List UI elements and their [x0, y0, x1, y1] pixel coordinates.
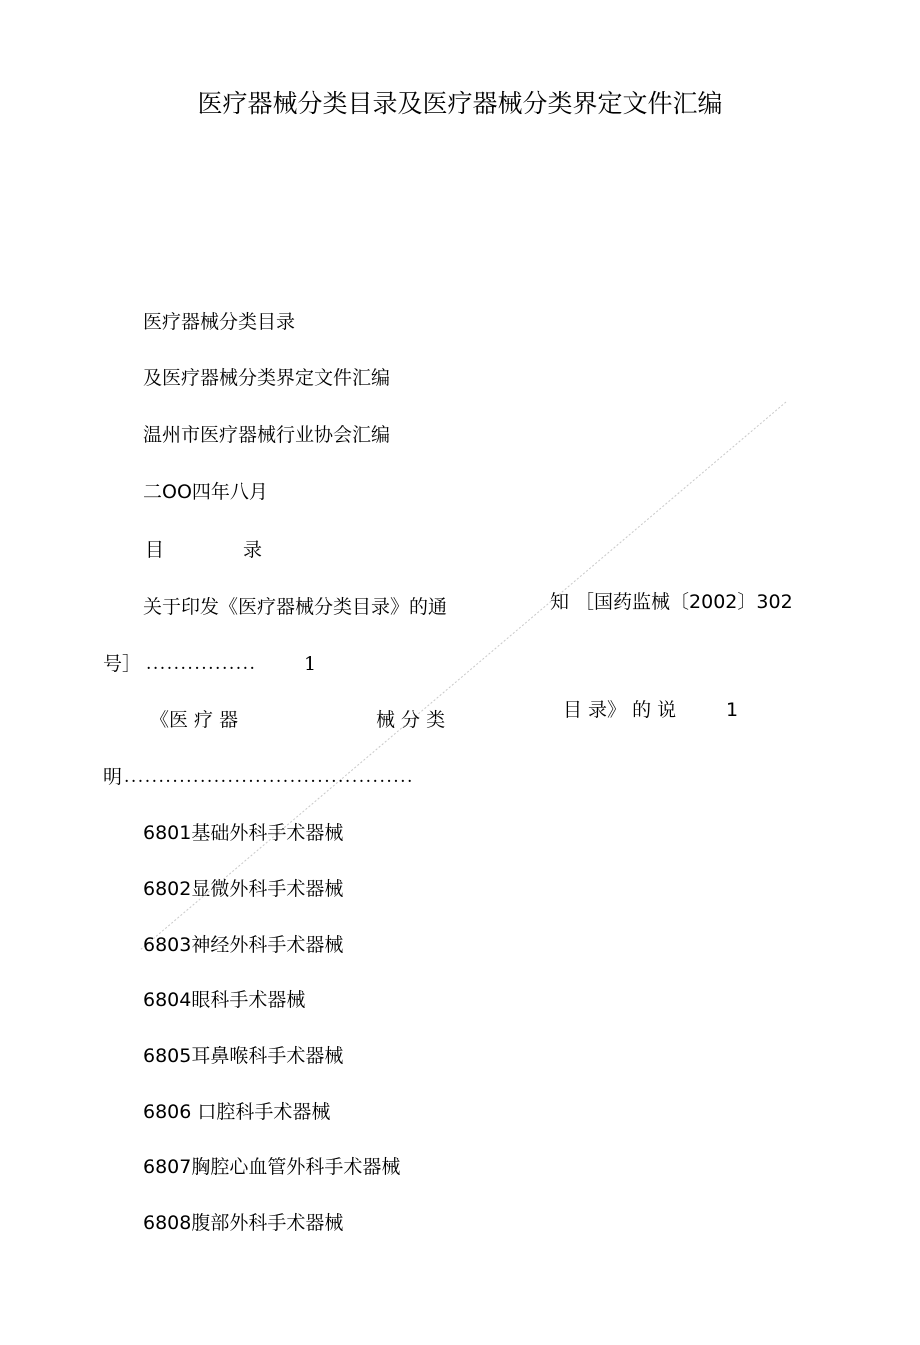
toc-item: 6805耳鼻喉科手术器械	[143, 1045, 344, 1067]
toc-item: 6802显微外科手术器械	[143, 878, 344, 900]
document-title: 医疗器械分类目录及医疗器械分类界定文件汇编	[197, 89, 723, 118]
toc-heading-char-2: 录	[243, 539, 263, 561]
toc-entry-1-cont-label: 号］	[103, 653, 142, 675]
toc-item: 6807胸腔心血管外科手术器械	[143, 1156, 401, 1178]
toc-entry-2-part-a: 《医 疗 器	[150, 709, 239, 731]
toc-entry-2-leader: ..........................................	[124, 767, 414, 787]
toc-entry-2-cont-label: 明	[103, 766, 123, 788]
toc-item: 6808腹部外科手术器械	[143, 1212, 344, 1234]
toc-entry-2-part-c: 目 录》 的 说	[563, 699, 677, 721]
toc-entry-1-title: 关于印发《医疗器械分类目录》的通	[143, 596, 448, 618]
toc-entry-2-page: 1	[726, 699, 739, 721]
toc-entry-1-ref: 知 ［国药监械〔2002〕302	[550, 591, 793, 613]
cover-line-2: 及医疗器械分类界定文件汇编	[143, 367, 391, 389]
toc-entry-2-part-b: 械 分 类	[376, 709, 446, 731]
toc-entry-1-leader: ................	[146, 654, 257, 674]
toc-item: 6803神经外科手术器械	[143, 934, 344, 956]
toc-item: 6801基础外科手术器械	[143, 822, 344, 844]
toc-heading-char-1: 目	[145, 539, 165, 561]
toc-entry-1-page: 1	[304, 653, 317, 675]
cover-date: 二OO四年八月	[143, 481, 268, 503]
cover-line-1: 医疗器械分类目录	[143, 311, 296, 333]
cover-line-3: 温州市医疗器械行业协会汇编	[143, 424, 391, 446]
toc-item: 6804眼科手术器械	[143, 989, 306, 1011]
toc-item: 6806 口腔科手术器械	[143, 1101, 331, 1123]
